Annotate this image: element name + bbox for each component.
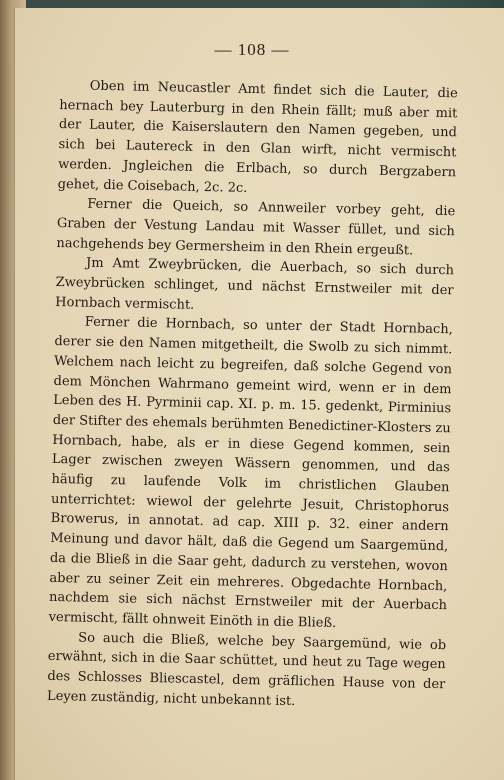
paragraph: Oben im Neucastler Amt findet sich die Lauter, die hernach bey Lauterburg in den Rhein fällt; muß aber mit der Lauter, die Kaiserslautern den Namen gegeben, und sich bei Lautereck in den Glan wirft, nicht vermischt werden. Jngleichen die Erlbach, so durch Bergzabern gehet, die Coisebach, 2c. 2c. — [57, 78, 458, 196]
paragraph: So auch die Bließ, welche bey Saargemünd, wie ob erwähnt, sich in die Saar schüttet, und heut zu Tage wegen des Schlosses Bliescastel, dem gräflichen Hause von der Leyen zuständig, nicht unbekannt ist. — [46, 630, 447, 709]
paragraph: Ferner die Hornbach, so unter der Stadt Hornbach, derer sie den Namen mitgetheilt, die Swolb zu sich nimmt. Welchem nach leicht zu begreifen, daß solche Gegend von dem Mönchen Wahrmano gemeint wird, wenn er in dem Leben des H. Pyrminii cap. XI. p. m. 15. gedenkt, Pirminius der Stifter des ehemals berühmten Benedictiner-Klosters zu Hornbach, habe, als er in diese Gegend kommen, sein Lager zwischen zweyen Wässern genommen, und das häufig zu laufende Volk im christlichen Glauben unterrichtet: wiewol der gelehrte Jesuit, Christophorus Browerus, in annotat. ad cap. XIII p. 32. einer andern Meinung und davor hält, daß die Gegend um Saargemünd, da die Bließ in die Saar geht, dadurch zu verstehen, wovon aber zu seiner Zeit ein mehreres. Obgedachte Hornbach, nachdem sie sich nächst Ernstweiler mit der Auerbach vermischt, fällt ohnweit Einöth in die Bließ. — [48, 315, 453, 631]
paragraph: Jm Amt Zweybrücken, die Auerbach, so sich durch Zweybrücken schlinget, und nächst Ernstweiler mit der Hornbach vermischt. — [55, 255, 455, 313]
page-number: — 108 — — [214, 40, 290, 59]
body-text — [47, 76, 458, 715]
paragraph: Ferner die Queich, so Annweiler vorbey geht, die Graben der Vestung Landau mit Wasser füllet, und sich nachgehends bey Germersheim in den Rhein ergeußt. — [56, 196, 456, 259]
